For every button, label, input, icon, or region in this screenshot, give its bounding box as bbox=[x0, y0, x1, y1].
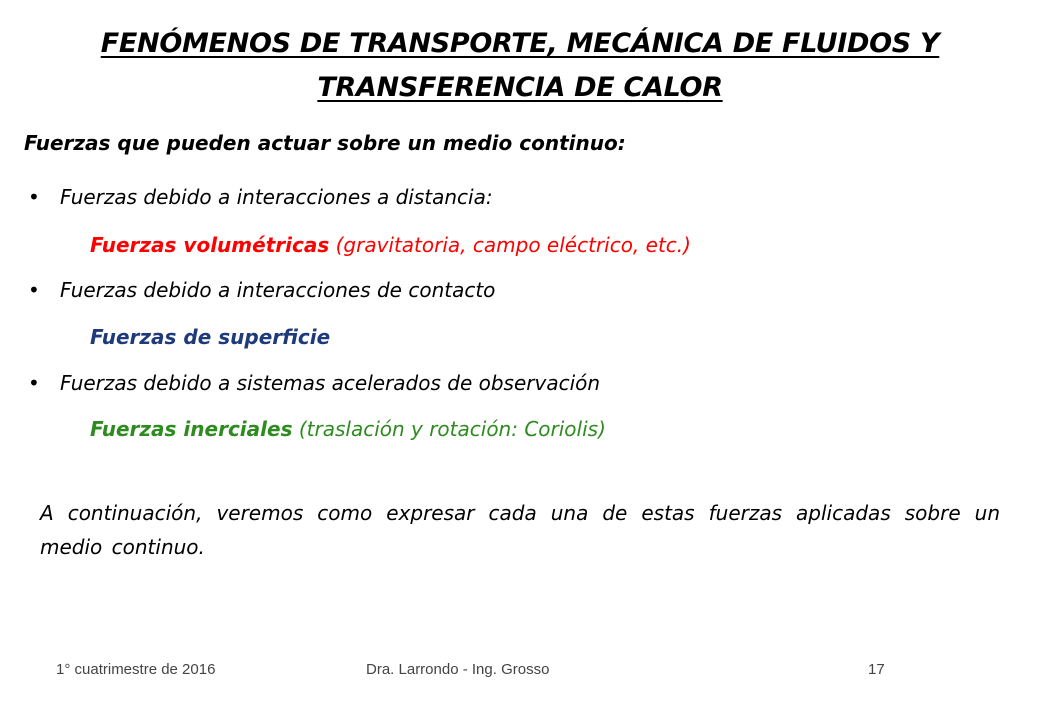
bullet-text: Fuerzas debido a interacciones a distancia: bbox=[60, 185, 493, 209]
force-detail: (gravitatoria, campo eléctrico, etc.) bbox=[329, 233, 691, 257]
footer-page-number: 17 bbox=[868, 661, 885, 678]
force-term: Fuerzas inerciales bbox=[90, 417, 293, 441]
footer-authors: Dra. Larrondo - Ing. Grosso bbox=[366, 661, 550, 678]
bullet-text: Fuerzas debido a interacciones de contacto bbox=[60, 278, 496, 302]
force-type-volumetric bbox=[90, 230, 691, 260]
footer-date: 1° cuatrimestre de 2016 bbox=[56, 661, 216, 678]
bullet-item-accelerated bbox=[28, 368, 600, 398]
title-line-2: TRANSFERENCIA DE CALOR bbox=[317, 72, 723, 103]
force-term: Fuerzas volumétricas bbox=[90, 233, 330, 257]
force-term: Fuerzas de superficie bbox=[90, 325, 331, 349]
closing-paragraph: A continuación, veremos como expresar cada una de estas fuerzas aplicadas sobre un medio continuo. bbox=[40, 501, 1000, 559]
force-type-inertial bbox=[90, 414, 606, 444]
bullet-dot: • bbox=[28, 185, 40, 209]
section-subtitle: Fuerzas que pueden actuar sobre un medio continuo: bbox=[24, 131, 626, 155]
bullet-dot: • bbox=[28, 278, 40, 302]
bullet-item-distance bbox=[28, 182, 493, 212]
title-line-1: FENÓMENOS DE TRANSPORTE, MECÁNICA DE FLUIDOS Y bbox=[100, 28, 940, 59]
bullet-item-contact bbox=[28, 275, 495, 305]
slide-title bbox=[40, 22, 1000, 110]
bullet-dot: • bbox=[28, 371, 40, 395]
bullet-text: Fuerzas debido a sistemas acelerados de observación bbox=[60, 371, 601, 395]
force-detail: (traslación y rotación: Coriolis) bbox=[292, 417, 606, 441]
force-type-surface bbox=[90, 322, 330, 352]
